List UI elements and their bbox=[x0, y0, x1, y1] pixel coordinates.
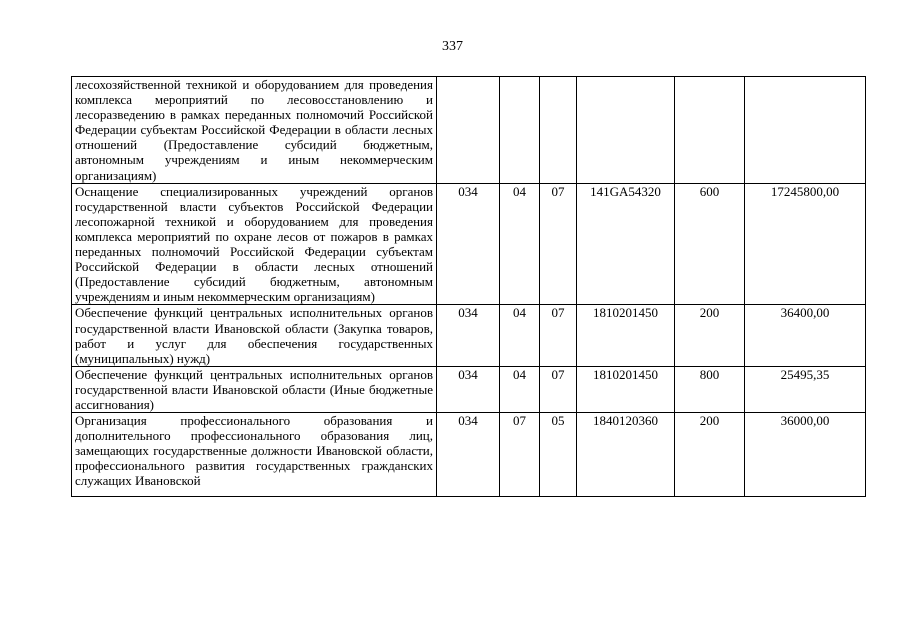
row-description: лесохозяйственной техникой и оборудованием для проведения комплекса мероприятий по лесовосстановлению и лесоразведению в рамках переданных полномочий Российской Федерации субъектам Российской Федерации в области лесных отношений (Предоставление субсидий бюджетным, автономным учреждениям и иным некоммерческим организациям) bbox=[72, 77, 437, 184]
page-number: 337 bbox=[442, 39, 463, 54]
subsection-code: 07 bbox=[540, 366, 577, 412]
target-article-code: 141GA54320 bbox=[577, 183, 675, 305]
ministry-code: 034 bbox=[437, 413, 500, 497]
amount-value: 36400,00 bbox=[745, 305, 866, 366]
table-row bbox=[72, 183, 866, 305]
table-row bbox=[72, 305, 866, 366]
section-code: 04 bbox=[500, 366, 540, 412]
expense-type-code: 200 bbox=[675, 305, 745, 366]
budget-table bbox=[71, 76, 866, 497]
row-description: Организация профессионального образования и дополнительного профессионального образования лиц, замещающих государственные должности Ивановской области, профессионального развития государственных гражданских служащих Ивановской bbox=[75, 413, 433, 489]
row-description: Обеспечение функций центральных исполнительных органов государственной власти Ивановской области (Закупка товаров, работ и услуг для обеспечения государственных (муниципальных) нужд) bbox=[72, 305, 437, 366]
expense-type-code: 200 bbox=[675, 413, 745, 497]
expense-type-code: 600 bbox=[675, 183, 745, 305]
section-code: 04 bbox=[500, 183, 540, 305]
section-code: 07 bbox=[500, 413, 540, 497]
subsection-code: 07 bbox=[540, 305, 577, 366]
subsection-code: 07 bbox=[540, 183, 577, 305]
row-description: Оснащение специализированных учреждений органов государственной власти субъектов Российской Федерации лесопожарной техникой и оборудованием для проведения комплекса мероприятий по охране лесов от пожаров в рамках переданных полномочий Российской Федерации субъектам Российской Федерации в области лесных отношений (Предоставление субсидий бюджетным, автономным учреждениям и иным некоммерческим организациям) bbox=[72, 183, 437, 305]
amount-value: 17245800,00 bbox=[745, 183, 866, 305]
amount-value: 36000,00 bbox=[745, 413, 866, 497]
row-description-cell bbox=[72, 413, 437, 497]
table-row bbox=[72, 77, 866, 184]
target-article-code: 1840120360 bbox=[577, 413, 675, 497]
target-article-code bbox=[577, 77, 675, 184]
section-code bbox=[500, 77, 540, 184]
subsection-code: 05 bbox=[540, 413, 577, 497]
amount-value bbox=[745, 77, 866, 184]
target-article-code: 1810201450 bbox=[577, 305, 675, 366]
subsection-code bbox=[540, 77, 577, 184]
target-article-code: 1810201450 bbox=[577, 366, 675, 412]
amount-value: 25495,35 bbox=[745, 366, 866, 412]
ministry-code: 034 bbox=[437, 305, 500, 366]
table-row bbox=[72, 413, 866, 497]
table-row bbox=[72, 366, 866, 412]
expense-type-code: 800 bbox=[675, 366, 745, 412]
ministry-code: 034 bbox=[437, 183, 500, 305]
ministry-code bbox=[437, 77, 500, 184]
expense-type-code bbox=[675, 77, 745, 184]
ministry-code: 034 bbox=[437, 366, 500, 412]
section-code: 04 bbox=[500, 305, 540, 366]
row-description: Обеспечение функций центральных исполнительных органов государственной власти Ивановской области (Иные бюджетные ассигнования) bbox=[72, 366, 437, 412]
